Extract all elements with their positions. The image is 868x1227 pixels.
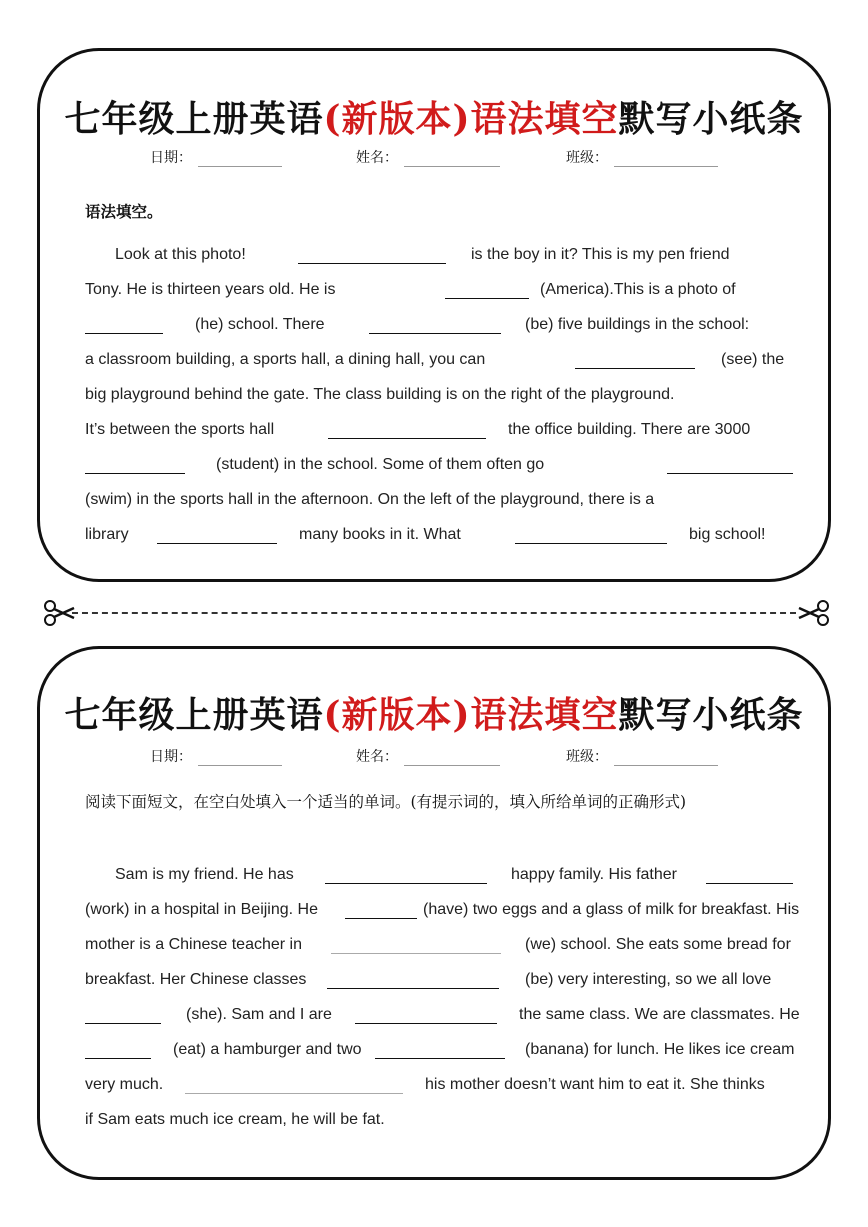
text-segment: his mother doesn’t want him to eat it. She thinks [425, 1076, 765, 1093]
text-segment: (student) in the school. Some of them often go [216, 456, 545, 473]
text-segment: big playground behind the gate. The class building is on the right of the playground. [85, 386, 675, 403]
answer-blank[interactable] [445, 298, 529, 299]
text-segment: (we) school. She eats some bread for [525, 936, 791, 953]
passage-line [85, 237, 793, 272]
instruction: 阅读下面短文，在空白处填入一个适当的单词。(有提示词的，填入所给单词的正确形式) [85, 793, 687, 811]
text-segment: It’s between the sports hall [85, 421, 275, 438]
passage [85, 857, 800, 1137]
text-segment: (be) five buildings in the school: [525, 316, 750, 333]
answer-blank[interactable] [157, 543, 277, 544]
answer-blank[interactable] [375, 1058, 505, 1059]
passage-line [85, 272, 793, 307]
text-segment: (eat) a hamburger and two [173, 1041, 362, 1058]
text-segment: the same class. We are classmates. He [519, 1006, 800, 1023]
answer-blank[interactable] [369, 333, 501, 334]
class-label: 班级： [566, 150, 608, 166]
text-segment: is the boy in it? This is my pen friend [471, 246, 730, 263]
answer-blank[interactable] [515, 543, 667, 544]
passage-line [85, 377, 793, 412]
answer-blank[interactable] [328, 438, 486, 439]
passage-line [85, 1032, 793, 1067]
text-segment: if Sam eats much ice cream, he will be fat. [85, 1111, 385, 1128]
text-segment: very much. [85, 1076, 164, 1093]
passage-line [85, 517, 793, 552]
text-segment: (swim) in the sports hall in the afternoon. On the left of the playground, there is a [85, 491, 655, 508]
cut-line [72, 612, 796, 614]
title-part-black: 七年级上册英语 [64, 98, 324, 140]
date-field[interactable] [150, 746, 282, 766]
text-segment: big school! [689, 526, 766, 543]
passage-line [85, 307, 793, 342]
text-segment: happy family. His father [511, 866, 677, 883]
name-label: 姓名： [356, 749, 398, 765]
text-segment: many books in it. What [299, 526, 461, 543]
dictation-card-1 [37, 48, 831, 582]
title-part-black-end: 默写小纸条 [618, 98, 804, 140]
answer-blank[interactable] [325, 883, 487, 884]
answer-blank[interactable] [345, 918, 417, 919]
scissors-icon [797, 596, 831, 630]
text-segment: a classroom building, a sports hall, a dining hall, you can [85, 351, 486, 368]
answer-blank[interactable] [706, 883, 793, 884]
answer-blank[interactable] [85, 1058, 151, 1059]
text-segment: the office building. There are 3000 [508, 421, 751, 438]
answer-blank[interactable] [85, 1023, 161, 1024]
passage-line [85, 482, 793, 517]
name-blank[interactable] [404, 751, 500, 766]
class-field[interactable] [566, 147, 718, 167]
passage-line [85, 927, 793, 962]
passage-line [85, 412, 793, 447]
name-label: 姓名： [356, 150, 398, 166]
text-segment: Look at this photo! [115, 246, 246, 263]
text-segment: Sam is my friend. He has [115, 866, 294, 883]
passage-line [85, 892, 800, 927]
answer-blank[interactable] [667, 473, 793, 474]
text-segment: mother is a Chinese teacher in [85, 936, 302, 953]
date-field[interactable] [150, 147, 282, 167]
passage-line [85, 857, 793, 892]
answer-blank[interactable] [331, 953, 501, 954]
text-segment: library [85, 526, 129, 543]
passage-line [85, 1067, 793, 1102]
card-title [40, 687, 828, 738]
passage-line [85, 447, 793, 482]
title-part-black: 七年级上册英语 [64, 694, 324, 736]
card-title [40, 91, 828, 142]
instruction: 语法填空。 [85, 203, 163, 221]
class-field[interactable] [566, 746, 718, 766]
answer-blank[interactable] [355, 1023, 497, 1024]
text-segment: (banana) for lunch. He likes ice cream [525, 1041, 795, 1058]
name-field[interactable] [356, 746, 500, 766]
title-part-red: (新版本)语法填空 [323, 98, 619, 140]
answer-blank[interactable] [85, 473, 185, 474]
answer-blank[interactable] [575, 368, 695, 369]
passage-line [85, 962, 793, 997]
passage-line [85, 997, 800, 1032]
class-label: 班级： [566, 749, 608, 765]
answer-blank[interactable] [327, 988, 499, 989]
answer-blank[interactable] [298, 263, 446, 264]
name-field[interactable] [356, 147, 500, 167]
name-blank[interactable] [404, 152, 500, 167]
text-segment: (she). Sam and I are [186, 1006, 332, 1023]
class-blank[interactable] [614, 751, 718, 766]
date-blank[interactable] [198, 152, 282, 167]
passage-line [85, 1102, 793, 1137]
text-segment: (he) school. There [195, 316, 325, 333]
answer-blank[interactable] [185, 1093, 403, 1094]
scissors-icon [42, 596, 76, 630]
text-segment: (be) very interesting, so we all love [525, 971, 772, 988]
title-part-red: (新版本)语法填空 [323, 694, 619, 736]
answer-blank[interactable] [85, 333, 163, 334]
dictation-card-2 [37, 646, 831, 1180]
text-segment: (see) the [721, 351, 785, 368]
date-blank[interactable] [198, 751, 282, 766]
passage-line [85, 342, 793, 377]
text-segment: (have) two eggs and a glass of milk for breakfast. His [423, 901, 800, 918]
text-segment: (work) in a hospital in Beijing. He [85, 901, 318, 918]
date-label: 日期： [150, 749, 192, 765]
text-segment: Tony. He is thirteen years old. He is [85, 281, 336, 298]
title-part-black-end: 默写小纸条 [618, 694, 804, 736]
date-label: 日期： [150, 150, 192, 166]
class-blank[interactable] [614, 152, 718, 167]
text-segment: breakfast. Her Chinese classes [85, 971, 307, 988]
passage [85, 237, 793, 552]
text-segment: (America).This is a photo of [540, 281, 736, 298]
